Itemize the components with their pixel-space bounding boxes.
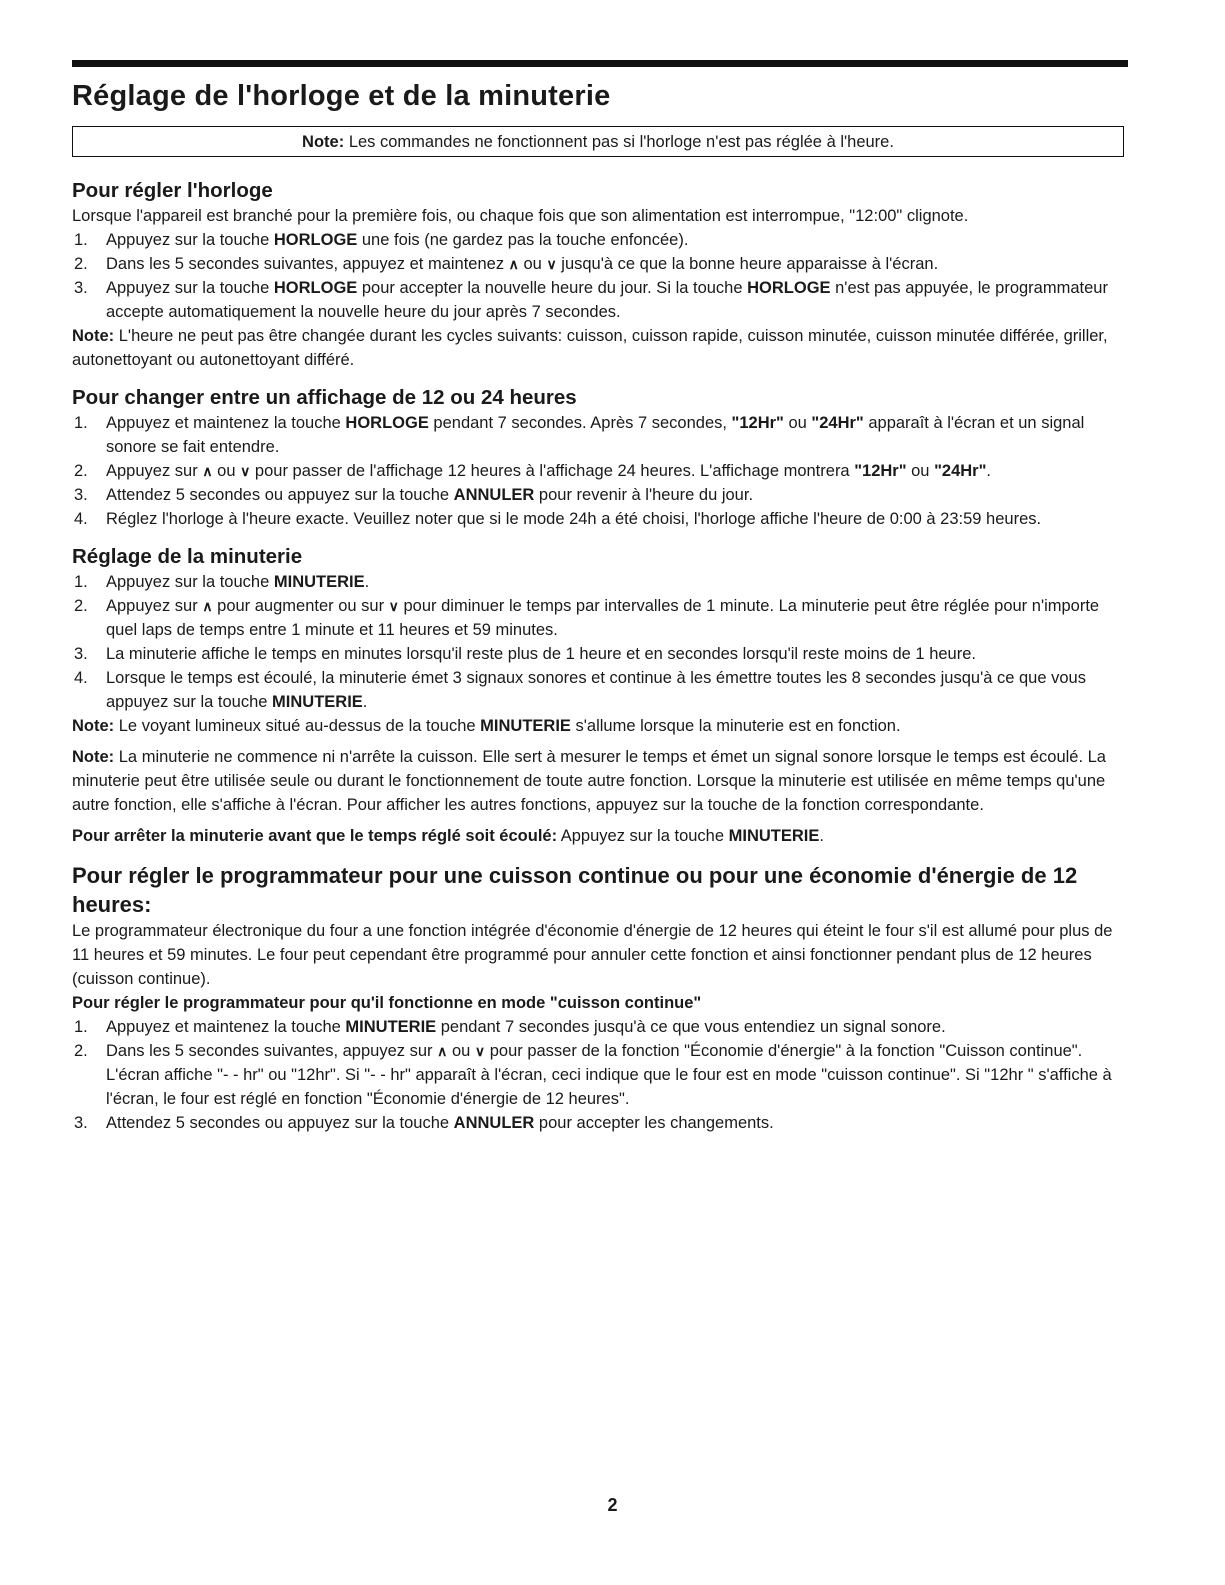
item-text: Lorsque le temps est écoulé, la minuterie émet 3 signaux sonores et continue à les émettre toutes les 8 secondes jusqu'à ce que vous appuyez sur la touche (106, 669, 1086, 711)
item-text: Appuyez sur (106, 462, 203, 480)
item-text: Appuyez sur la touche (106, 573, 274, 591)
item-number: 4. (74, 510, 88, 528)
note-text: Le voyant lumineux situé au-dessus de la touche (114, 717, 481, 735)
list-item (72, 252, 1128, 276)
steps-list (72, 228, 1128, 324)
item-number: 1. (74, 231, 88, 249)
subheading-text: Pour régler le programmateur pour qu'il fonctionne en mode "cuisson continue" (72, 994, 702, 1012)
note-text: La minuterie ne commence ni n'arrête la cuisson. Elle sert à mesurer le temps et émet un signal sonore lorsque le temps est écoulé. La minuterie peut être utilisée seule ou durant le fonctionnement de toute autre fonction. Lorsque la minuterie est utilisée en même temps qu'une autre fonction, elle s'affiche à l'écran. Pour afficher les autres fonctions, appuyez sur la touche de la fonction correspondante. (72, 748, 1106, 814)
steps-list (72, 411, 1128, 531)
note-text: s'allume lorsque la minuterie est en fonction. (570, 717, 901, 735)
key-name: ANNULER (453, 486, 535, 504)
key-name: MINUTERIE (728, 827, 820, 845)
item-text: Appuyez et maintenez la touche (106, 1018, 346, 1036)
list-item (72, 1039, 1128, 1111)
section-clock (72, 178, 1128, 372)
note-box-text: Les commandes ne fonctionnent pas si l'horloge n'est pas réglée à l'heure. (348, 133, 894, 151)
item-text: Appuyez sur la touche (557, 827, 729, 845)
item-text: Attendez 5 secondes ou appuyez sur la touche (106, 1114, 454, 1132)
list-item (72, 1111, 1128, 1135)
item-text: ou (518, 255, 547, 273)
item-number: 1. (74, 1018, 88, 1036)
list-item (72, 642, 1128, 666)
section-note (72, 714, 1128, 738)
key-name: HORLOGE (747, 279, 831, 297)
note-label: Note: (72, 717, 115, 735)
item-text: . (819, 827, 824, 845)
list-item (72, 459, 1128, 483)
list-item (72, 507, 1128, 531)
key-name: MINUTERIE (345, 1018, 437, 1036)
item-text: Appuyez et maintenez la touche (106, 414, 346, 432)
page-number: 2 (607, 1495, 618, 1515)
item-number: 1. (74, 573, 88, 591)
item-number: 4. (74, 669, 88, 687)
list-item (72, 570, 1128, 594)
item-text: Appuyez sur (106, 597, 203, 615)
top-rule (72, 60, 1128, 67)
page-title: Réglage de l'horloge et de la minuterie (72, 80, 611, 112)
item-text: Appuyez sur la touche (106, 279, 274, 297)
down-arrow-icon: ∨ (546, 256, 557, 272)
section-note (72, 324, 1128, 372)
item-text: jusqu'à ce que la bonne heure apparaisse à l'écran. (556, 255, 939, 273)
item-text: . (986, 462, 992, 480)
item-number: 2. (74, 462, 88, 480)
section-timer (72, 544, 1128, 848)
note-text: L'heure ne peut pas être changée durant les cycles suivants: cuisson, cuisson rapide, cuisson minutée, cuisson minutée différée, griller, autonettoyant ou autonettoyant différé. (72, 327, 1108, 369)
list-item (72, 483, 1128, 507)
item-text: pour accepter les changements. (534, 1114, 774, 1132)
key-name: MINUTERIE (480, 717, 571, 735)
item-text: pour revenir à l'heure du jour. (534, 486, 754, 504)
item-text: ou (783, 414, 812, 432)
display-value: "24Hr" (811, 414, 864, 432)
item-text: . (362, 693, 368, 711)
key-name: HORLOGE (345, 414, 429, 432)
item-number: 2. (74, 255, 88, 273)
item-number: 3. (74, 1114, 88, 1132)
section-heading: Pour régler le programmateur pour une cuisson continue ou pour une économie d'énergie de 12 heures: (72, 863, 1078, 917)
list-item (72, 276, 1128, 324)
item-number: 3. (74, 486, 88, 504)
main-content (72, 178, 1128, 1148)
section-continuous-bake (72, 861, 1128, 1135)
item-number: 2. (74, 1042, 88, 1060)
item-text: Dans les 5 secondes suivantes, appuyez et maintenez (106, 255, 509, 273)
section-intro: Le programmateur électronique du four a une fonction intégrée d'économie d'énergie de 12 heures qui éteint le four s'il est allumé pour plus de 11 heures et 59 minutes. Le four peut cependant être programmé pour annuler cette fonction et ainsi fonctionner pendant plus de 12 heures (cuisson continue). (72, 922, 1113, 988)
item-text: pour passer de la fonction "Économie d'énergie" à la fonction "Cuisson continue". L'écran affiche "- - hr" ou "12hr". Si "- - hr" apparaît à l'écran, ceci indique que le four est en mode "cuisson continue". Si "12hr " s'affiche à l'écran, le four est réglé en fonction "Économie d'énergie de 12 heures". (106, 1042, 1112, 1108)
item-text: Dans les 5 secondes suivantes, appuyez sur (106, 1042, 438, 1060)
item-text: pour diminuer le temps par intervalles de 1 minute. La minuterie peut être réglée pour n'importe quel laps de temps entre 1 minute et 11 heures et 59 minutes. (106, 597, 1100, 639)
up-arrow-icon: ∧ (202, 463, 213, 479)
display-value: "24Hr" (934, 462, 987, 480)
item-text: pendant 7 secondes jusqu'à ce que vous entendiez un signal sonore. (436, 1018, 946, 1036)
section-12-24 (72, 385, 1128, 531)
note-label: Note: (72, 748, 115, 766)
item-text: La minuterie affiche le temps en minutes lorsqu'il reste plus de 1 heure et en secondes lorsqu'il reste moins de 1 heure. (106, 645, 976, 663)
up-arrow-icon: ∧ (508, 256, 519, 272)
item-text: n'est pas appuyée, le programmateur accepte automatiquement la nouvelle heure du jour après 7 secondes. (106, 279, 1108, 321)
key-name: ANNULER (453, 1114, 535, 1132)
key-name: HORLOGE (273, 231, 358, 249)
item-text: Appuyez sur la touche (106, 231, 274, 249)
section-heading: Pour régler l'horloge (72, 179, 273, 202)
section-heading: Pour changer entre un affichage de 12 ou 24 heures (72, 386, 577, 409)
list-item (72, 228, 1128, 252)
list-item (72, 594, 1128, 642)
section-note (72, 745, 1128, 817)
key-name: HORLOGE (273, 279, 358, 297)
up-arrow-icon: ∧ (437, 1043, 448, 1059)
key-name: MINUTERIE (273, 573, 365, 591)
list-item (72, 666, 1128, 714)
key-name: MINUTERIE (272, 693, 363, 711)
item-number: 2. (74, 597, 88, 615)
item-text: une fois (ne gardez pas la touche enfoncée). (357, 231, 689, 249)
display-value: "12Hr" (854, 462, 907, 480)
steps-list (72, 1015, 1128, 1135)
item-text: ou (212, 462, 241, 480)
display-value: "12Hr" (731, 414, 784, 432)
stop-timer-instruction (72, 824, 1128, 848)
item-text: pour passer de l'affichage 12 heures à l'affichage 24 heures. L'affichage montrera (250, 462, 855, 480)
item-number: 1. (74, 414, 88, 432)
item-number: 3. (74, 279, 88, 297)
item-text: pour accepter la nouvelle heure du jour. Si la touche (357, 279, 748, 297)
item-text: ou (906, 462, 935, 480)
item-text: pendant 7 secondes. Après 7 secondes, (428, 414, 732, 432)
item-text: Réglez l'horloge à l'heure exacte. Veuillez noter que si le mode 24h a été choisi, l'horloge affiche l'heure de 0:00 à 23:59 heures. (106, 510, 1042, 528)
item-text: apparaît à l'écran et un signal sonore se fait entendre. (106, 414, 1085, 456)
stop-label: Pour arrêter la minuterie avant que le temps réglé soit écoulé: (72, 827, 558, 845)
down-arrow-icon: ∨ (240, 463, 251, 479)
note-box (72, 126, 1124, 157)
down-arrow-icon: ∨ (388, 598, 399, 614)
item-number: 3. (74, 645, 88, 663)
list-item (72, 1015, 1128, 1039)
steps-list (72, 570, 1128, 714)
note-label: Note: (72, 327, 115, 345)
subheading (72, 991, 1128, 1015)
item-text: . (364, 573, 370, 591)
up-arrow-icon: ∧ (202, 598, 213, 614)
section-heading: Réglage de la minuterie (72, 545, 303, 568)
item-text: Attendez 5 secondes ou appuyez sur la touche (106, 486, 454, 504)
section-intro: Lorsque l'appareil est branché pour la première fois, ou chaque fois que son alimentation est interrompue, "12:00" clignote. (72, 207, 969, 225)
note-box-label: Note: (302, 133, 345, 151)
item-text: ou (447, 1042, 475, 1060)
down-arrow-icon: ∨ (474, 1043, 486, 1059)
item-text: pour augmenter ou sur (212, 597, 389, 615)
list-item (72, 411, 1128, 459)
